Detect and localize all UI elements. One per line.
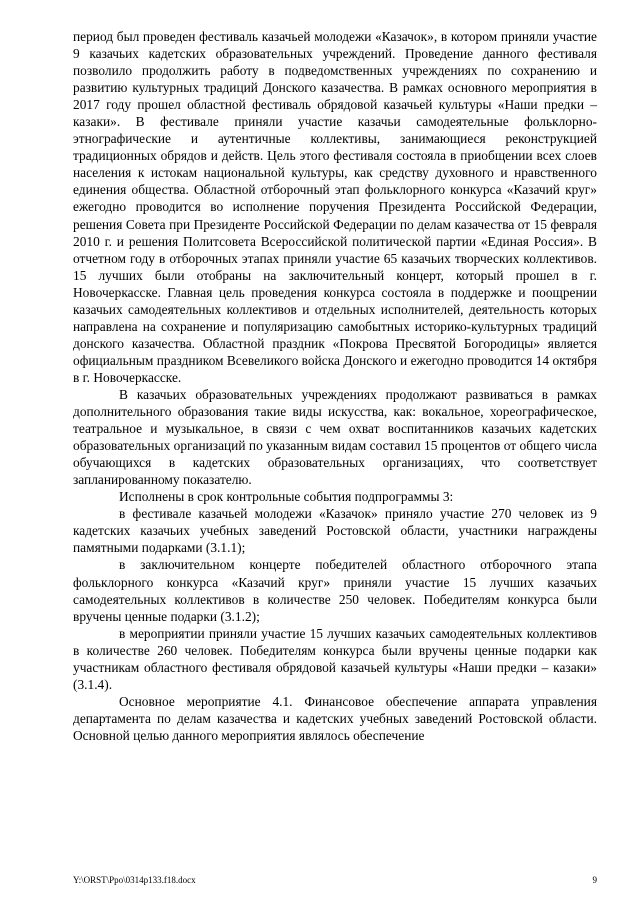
paragraph-event-3-1-1: в фестивале казачьей молодежи «Казачок» приняло участие 270 человек из 9 кадетских казачьих учебных заведений Ростовской области, участники награждены памятными подарками (3.1.1); [73, 506, 597, 556]
footer-file-path: Y:\ORST\Ppo\0314p133.f18.docx [73, 875, 196, 885]
page-number: 9 [592, 875, 597, 885]
paragraph-event-3-1-4: в мероприятии приняли участие 15 лучших казачьих самодеятельных коллективов в количестве 260 человек. Победителям конкурса были вручены ценные подарки как участникам областного фестиваля обрядовой казачьей культуры «Наши предки – казаки» (3.1.4). [73, 625, 597, 692]
paragraph-education-arts: В казачьих образовательных учреждениях продолжают развиваться в рамках дополнительного образования такие виды искусства, как: вокальное, хореографическое, театральное и музыкальное, в связи с чем охват воспитанников казачьих кадетских образовательных организаций по указанным видам составил 15 процентов от общего числа обучающихся в кадетских образовательных организациях, что соответствует запланированному показателю. [73, 386, 597, 488]
paragraph-main-activity-4-1: Основное мероприятие 4.1. Финансовое обеспечение аппарата управления департамента по делам казачества и кадетских учебных заведений Ростовской области. Основной целью данного мероприятия являлось обеспечение [73, 693, 597, 743]
page-footer [73, 874, 597, 886]
paragraph-control-events-intro: Исполнены в срок контрольные события подпрограммы 3: [119, 489, 454, 505]
document-page [73, 28, 597, 744]
paragraph-festival-summary: период был проведен фестиваль казачьей молодежи «Казачок», в котором приняли участие 9 казачьих кадетских образовательных учреждений. Проведение данного фестиваля позволило продолжить работу в подведомственных учреждениях по сохранению и развитию культурных традиций Донского казачества. В рамках основного мероприятия в 2017 году прошел областной фестиваль обрядовой казачьей культуры «Наши предки – казаки». В фестивале приняли участие казачьи самодеятельные фольклорно-этнографические и аутентичные коллективы, занимающиеся реконструкцией традиционных обрядов и действ. Цель этого фестиваля состояла в приобщении всех слоев населения к истокам национальной культуры, как средству духовного и нравственного единения общества. Областной отборочный этап фольклорного конкурса «Казачий круг» ежегодно проводится во исполнение поручения Президента Российской Федерации, решения Совета при Президенте Российской Федерации по делам казачества от 15 февраля 2010 г. и решения Политсовета Всероссийской политической партии «Единая Россия». В отчетном году в отборочных этапах приняли участие 65 казачьих творческих коллективов. 15 лучших были отобраны на заключительный концерт, который прошел в г. Новочеркасске. Главная цель проведения конкурса состояла в поддержке и поощрении казачьих самодеятельных коллективов и отдельных исполнителей, деятельность которых направлена на сохранение и популяризацию самобытных историко-культурных традиций донского казачества. Областной праздник «Покрова Пресвятой Богородицы» является официальным праздником Всевеликого войска Донского и ежегодно проводится 14 октября в г. Новочеркасске. [73, 29, 597, 385]
paragraph-event-3-1-2: в заключительном концерте победителей областного отборочного этапа фольклорного конкурса «Казачий круг» приняли участие 15 лучших казачьих самодеятельных коллективов в количестве 250 человек. Победителям конкурса были вручены ценные подарки (3.1.2); [73, 557, 597, 624]
